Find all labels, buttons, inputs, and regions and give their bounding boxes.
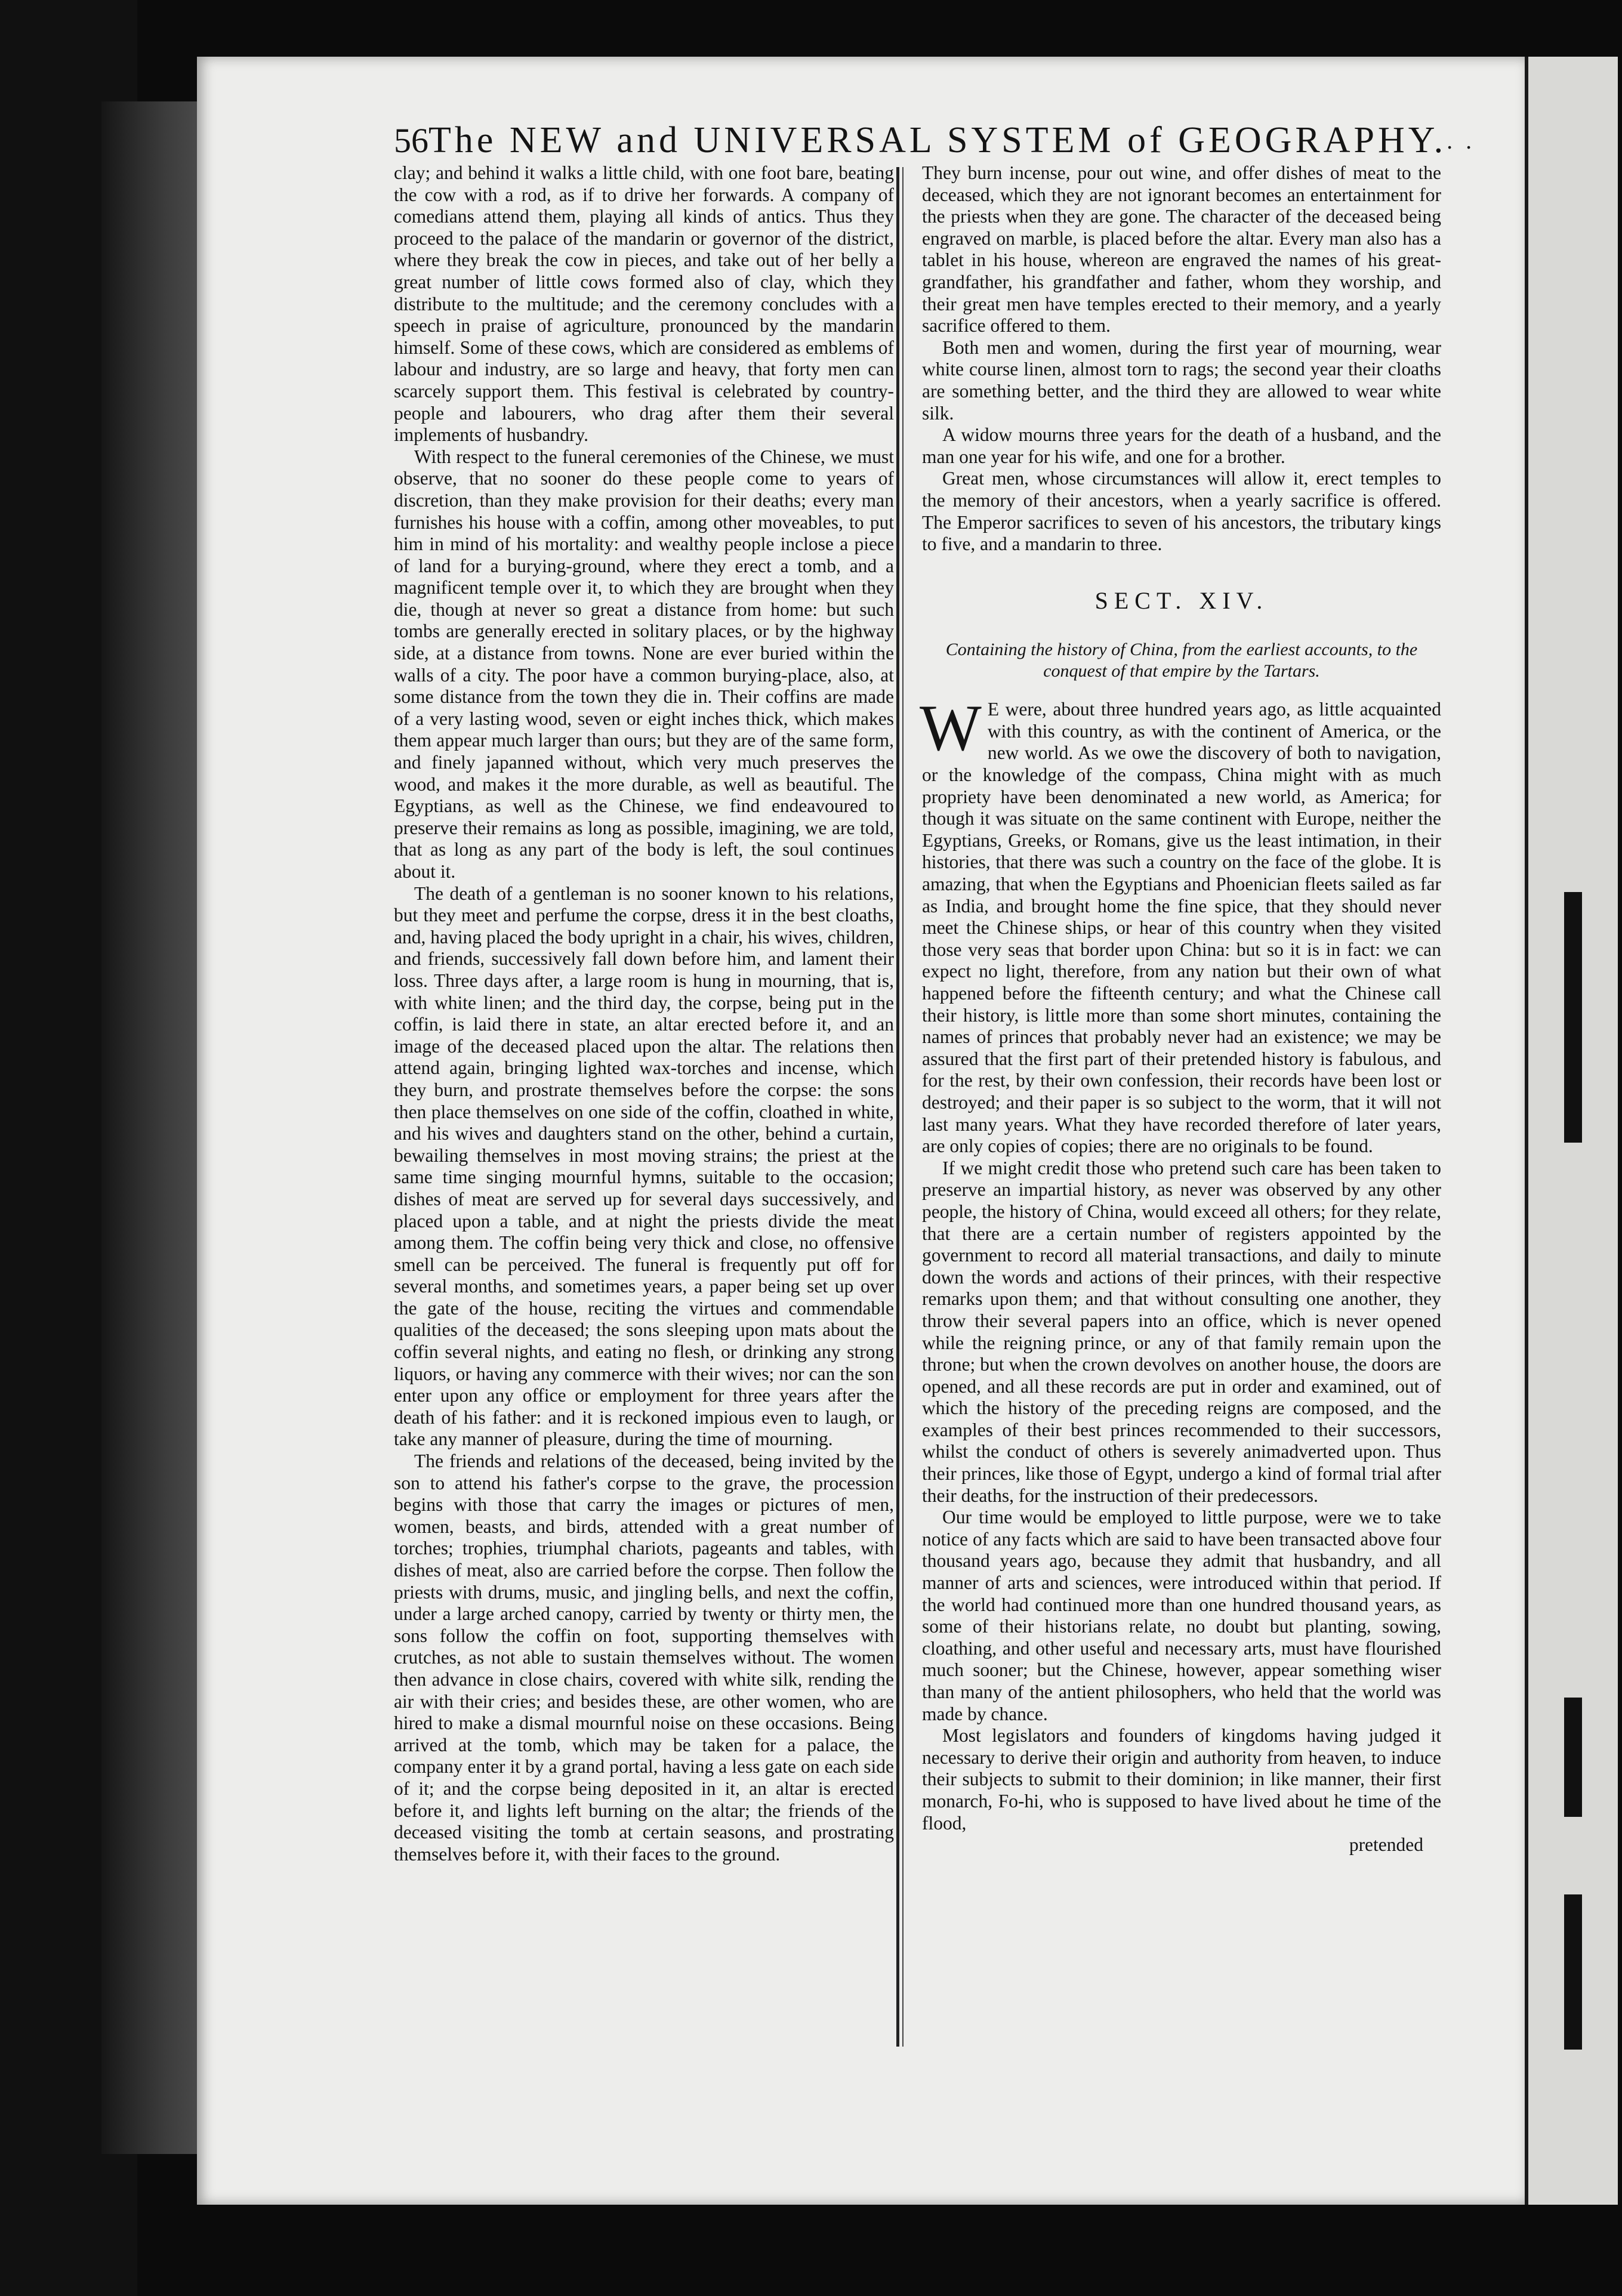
paragraph: clay; and behind it walks a little child, with one foot bare, beating the cow with a rod, as if to drive her forwards. A company of comedians attend them, playing all kinds of antics. Thus they proceed to the palace of the mandarin or governor of the district, where they break the cow in pieces, and take out of her belly a great number of little cows formed also of clay, which they distribute to the multitude; and the ceremony concludes with a speech in praise of agriculture, pronounced by the mandarin himself. Some of these cows, which are considered as emblems of labour and industry, are so large and heavy, that forty men can scarcely support them. This festival is celebrated by country-people and labourers, who drag after them their several implements of husbandry. [394, 162, 894, 446]
catchword: pretended [1349, 1834, 1423, 1856]
right-column [922, 162, 1441, 1856]
paragraph: Great men, whose circumstances will allow it, erect temples to the memory of their ancestors, when a yearly sacrifice is offered. The Emperor sacrifices to seven of his ancestors, the tributary kings to five, and a mandarin to three. [922, 468, 1441, 555]
book-binding-edge [101, 101, 200, 2154]
paragraph: The friends and relations of the deceased, being invited by the son to attend his father's corpse to the grave, the procession begins with those that carry the images or pictures of men, women, beasts, and birds, attended with a great number of torches; trophies, triumphal chariots, pageants and tables, with dishes of meat, also are carried before the corpse. Then follow the priests with drums, music, and jingling bells, and next the coffin, under a large arched canopy, carried by twenty or thirty men, the sons follow the coffin on foot, supporting themselves with crutches, as not able to sustain themselves without. The women then advance in close chairs, covered with white silk, rending the air with their cries; and besides these, are other women, who are hired to make a dismal mournful noise on these occasions. Being arrived at the tomb, which may be taken for a palace, the company enter it by a grand portal, having a less gate on each side of it; and the corpse being deposited in it, an altar is erected before it, and lights left burning on the altar; the friends of the deceased visiting the tomb at certain seasons, and prostrating themselves before it, with their faces to the ground. [394, 1451, 894, 1865]
page-number: 56 [394, 121, 428, 160]
facing-page-ink [1564, 1698, 1582, 1817]
facing-page-ink [1564, 892, 1582, 1143]
paragraph: If we might credit those who pretend such care has been taken to preserve an impartial history, as never was observed by any other people, the history of China, would exceed all others; for they relate, that there are a certain number of registers appointed by the government to record all material transactions, and daily to minute down the words and actions of their princes, with their respective remarks upon them; and that without consulting one another, they throw their several papers into an office, which is never opened while the reigning prince, or any of that family remain upon the throne; but when the crown devolves on another house, the doors are opened, and all these records are put in order and examined, out of which the history of the preceding reigns are composed, and the examples of their best princes recommended to their successors, whilst the conduct of others is severely animadverted upon. Thus their princes, like those of Egypt, undergo a kind of formal trial after their deaths, for the instruction of their predecessors. [922, 1157, 1441, 1506]
facing-page-edge [1525, 57, 1618, 2205]
header-tail-marks: . . [1447, 126, 1476, 154]
paragraph: Our time would be employed to little purpose, were we to take notice of any facts which are said to have been transacted above four thousand years ago, because they admit that husbandry, and all manner of arts and sciences, were introduced within that period. If the world had continued more than one hundred thousand years, as some of their historians relate, no doubt but planting, sowing, cloathing, and other useful and necessary arts, must have flourished much sooner; but the Chinese, however, appear something wiser than many of the antient philosophers, who held that the world was made by chance. [922, 1507, 1441, 1724]
column-rule-inner [902, 167, 903, 2047]
section-first-paragraph [920, 692, 1441, 1157]
section-heading: SECT. XIV. [1094, 587, 1269, 614]
section-subtitle: Containing the history of China, from the earliest accounts, to the conquest of that empire by the Tartars. [945, 640, 1418, 681]
drop-cap: W [920, 692, 982, 765]
left-column [394, 162, 894, 1865]
running-title: The NEW and UNIVERSAL SYSTEM of GEOGRAPHY. [428, 119, 1447, 161]
facing-page-ink [1564, 1894, 1582, 2050]
column-rule [896, 167, 899, 2047]
paragraph: Both men and women, during the first year of mourning, wear white course linen, almost torn to rags; the second year their cloaths are something better, and the third they are allowed to wear white silk. [922, 337, 1441, 424]
paragraph: The death of a gentleman is no sooner known to his relations, but they meet and perfume the corpse, dress it in the best cloaths, and, having placed the body upright in a chair, his wives, children, and friends, successively fall down before him, and lament their loss. Three days after, a large room is hung in mourning, that is, with white linen; and the third day, the corpse, being put in the coffin, is laid there in state, an altar erected before it, and an image of the deceased placed upon the altar. The relations then attend again, bringing lighted wax-torches and incense, which they burn, and prostrate themselves before the corpse: the sons then place themselves on one side of the coffin, cloathed in white, and his wives and daughters stand on the other, behind a curtain, bewailing themselves in most moving strains; the priest at the same time singing mournful hymns, suitable to the occasion; dishes of meat are served up for several days successively, and placed upon a table, and at night the priests divide the meat among them. The coffin being very thick and close, no offensive smell can be perceived. The funeral is frequently put off for several months, and sometimes years, a paper being set up over the gate of the house, reciting the virtues and commendable qualities of the deceased; the sons sleeping upon mats about the coffin several nights, and eating no flesh, or drinking any strong liquors, or having any commerce with their wives; nor can the son enter upon any office or employment for three years after the death of his father: and it is reckoned impious even to laugh, or take any manner of pleasure, during the time of mourning. [394, 882, 894, 1450]
paragraph: They burn incense, pour out wine, and offer dishes of meat to the deceased, which they are not ignorant becomes an entertainment for the priests when they are gone. The character of the deceased being engraved on marble, is placed before the altar. Every man also has a tablet in his house, whereon are engraved the names of his great-grandfather, his grandfather and father, whom they worship, and their great men have temples erected to their memory, and a yearly sacrifice offered to them. [922, 162, 1441, 337]
paragraph: Most legislators and founders of kingdoms having judged it necessary to derive their origin and authority from heaven, to induce their subjects to submit to their dominion; in like manner, their first monarch, Fo-hi, who is supposed to have lived about he time of the flood, [922, 1725, 1441, 1834]
running-header [394, 113, 1476, 167]
paragraph: A widow mourns three years for the death of a husband, and the man one year for his wife, and one for a brother. [922, 424, 1441, 467]
first-paragraph-text: E were, about three hundred years ago, as little acquainted with this country, as with the continent of America, or the new world. As we owe the discovery of both to navigation, or the knowledge of the compass, China might with as much propriety have been denominated a new world, as America; for though it was situate on the same continent with Europe, neither the Egyptians, Greeks, or Romans, give us the least intimation, in their histories, that there was such a country on the face of the globe. It is amazing, that when the Egyptians and Phoenician fleets sailed as far as India, and brought home the fine spice, that they should never meet the Chinese ships, or hear of this country when they visited those very seas that border upon China: but so it is in fact: we can expect no light, therefore, from any nation but their own of what happened before the fifteenth century; and what the Chinese call their history, is little more than some short minutes, containing the names of princes that probably never had an existence; we may be assured that the first part of their pretended history is fabulous, and for the rest, by their own confession, their records have been lost or destroyed; and their paper is so subject to the worm, that it will not last many years. What they have recorded therefore of later years, are only copies of copies; there are no originals to be found. [922, 699, 1441, 1157]
paragraph: With respect to the funeral ceremonies of the Chinese, we must observe, that no sooner do these people come to years of discretion, than they make provision for their deaths; every man furnishes his house with a coffin, among other moveables, to put him in mind of his mortality: and wealthy people inclose a piece of land for a burying-ground, where they erect a tomb, and a magnificent temple over it, to which they are brought when they die, though at never so great a distance from home: but such tombs are generally erected in solitary places, or by the highway side, at a distance from towns. None are ever buried within the walls of a city. The poor have a common burying-place, also, at some distance from the town they die in. Their coffins are made of a very lasting wood, seven or eight inches thick, which makes them appear much larger than ours; but they are of the same form, and finely japanned without, which very much preserves the wood, and makes it the more durable, as well as beautiful. The Egyptians, as well as the Chinese, we find endeavoured to preserve their remains as long as possible, imagining, we are told, that as long as any part of the body is left, the soul continues about it. [394, 446, 894, 882]
